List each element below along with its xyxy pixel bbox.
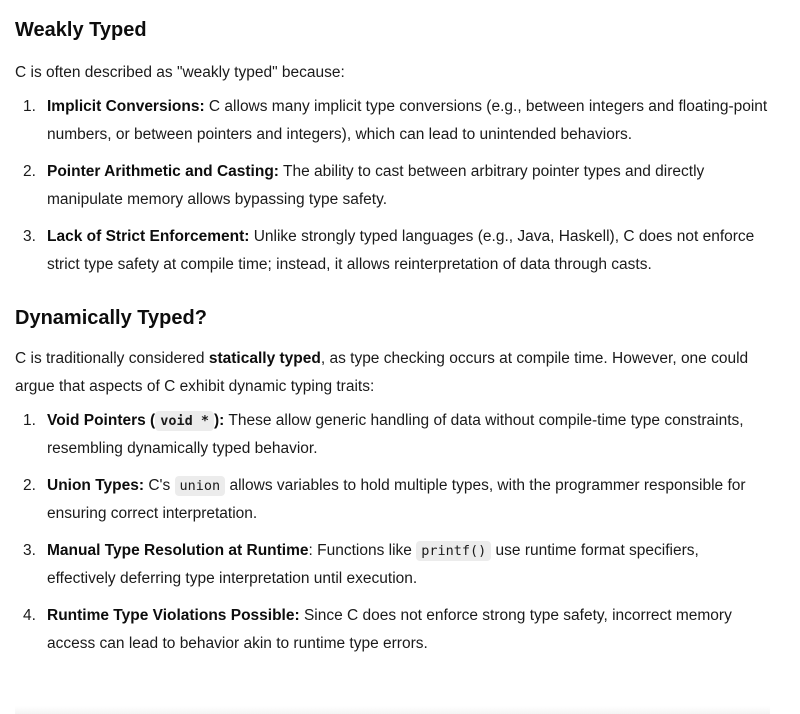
list-item bbox=[15, 602, 770, 658]
item-text-after: use runtime format specifiers, effectively deferring type interpretation until execution. bbox=[47, 542, 699, 587]
item-heading: Implicit Conversions: bbox=[47, 98, 205, 115]
list-item bbox=[15, 158, 770, 214]
section-title-dynamically-typed: Dynamically Typed? bbox=[15, 307, 207, 329]
item-text: These allow generic handling of data without compile-time type constraints, resembling dynamically typed behavior. bbox=[47, 412, 744, 457]
intro-text-after: , as type checking occurs at compile time. However, one could argue that aspects of C exhibit dynamic typing traits: bbox=[15, 350, 749, 395]
list-item bbox=[15, 93, 770, 149]
item-heading-before: Void Pointers ( bbox=[47, 412, 156, 429]
bottom-fade bbox=[15, 706, 770, 714]
item-text-after: allows variables to hold multiple types, with the programmer responsible for ensuring correct interpretation. bbox=[47, 477, 746, 522]
item-heading: Manual Type Resolution at Runtime bbox=[47, 542, 309, 559]
intro-text-before: C is traditionally considered bbox=[15, 350, 209, 367]
weakly-typed-list bbox=[15, 93, 770, 279]
item-heading: Pointer Arithmetic and Casting: bbox=[47, 163, 279, 180]
list-number: 2. bbox=[23, 163, 36, 180]
list-item bbox=[15, 407, 770, 463]
item-text: The ability to cast between arbitrary pointer types and directly manipulate memory allows bypassing type safety. bbox=[47, 163, 705, 208]
section-title-weakly-typed: Weakly Typed bbox=[15, 19, 147, 41]
item-heading bbox=[47, 412, 224, 429]
item-text: Unlike strongly typed languages (e.g., Java, Haskell), C does not enforce strict type safety at compile time; instead, it allows reinterpretation of data through casts. bbox=[47, 228, 755, 273]
list-item bbox=[15, 223, 770, 279]
inline-code-printf: printf() bbox=[416, 541, 491, 561]
item-text-before: C's bbox=[144, 477, 175, 494]
list-number: 1. bbox=[23, 98, 36, 115]
item-text: Since C does not enforce strong type safety, incorrect memory access can lead to behavior akin to runtime type errors. bbox=[47, 607, 732, 652]
dynamically-typed-intro bbox=[15, 345, 770, 401]
list-number: 3. bbox=[23, 228, 36, 245]
item-heading: Runtime Type Violations Possible: bbox=[47, 607, 300, 624]
list-number: 4. bbox=[23, 607, 36, 624]
item-heading: Lack of Strict Enforcement: bbox=[47, 228, 250, 245]
inline-code-void-pointer: void * bbox=[155, 411, 214, 431]
item-heading-after: ): bbox=[214, 412, 225, 429]
item-text-before: : Functions like bbox=[308, 542, 417, 559]
inline-code-union: union bbox=[175, 476, 226, 496]
list-item bbox=[15, 472, 770, 528]
intro-bold-term: statically typed bbox=[208, 350, 321, 367]
list-number: 1. bbox=[23, 412, 36, 429]
item-text: C allows many implicit type conversions (e.g., between integers and floating-point numbers, or between pointers and integers), which can lead to unintended behaviors. bbox=[47, 98, 768, 143]
dynamically-typed-list bbox=[15, 407, 770, 658]
list-number: 3. bbox=[23, 542, 36, 559]
list-number: 2. bbox=[23, 477, 36, 494]
list-item bbox=[15, 537, 770, 593]
item-heading: Union Types: bbox=[47, 477, 145, 494]
weakly-typed-intro: C is often described as "weakly typed" because: bbox=[15, 64, 345, 81]
